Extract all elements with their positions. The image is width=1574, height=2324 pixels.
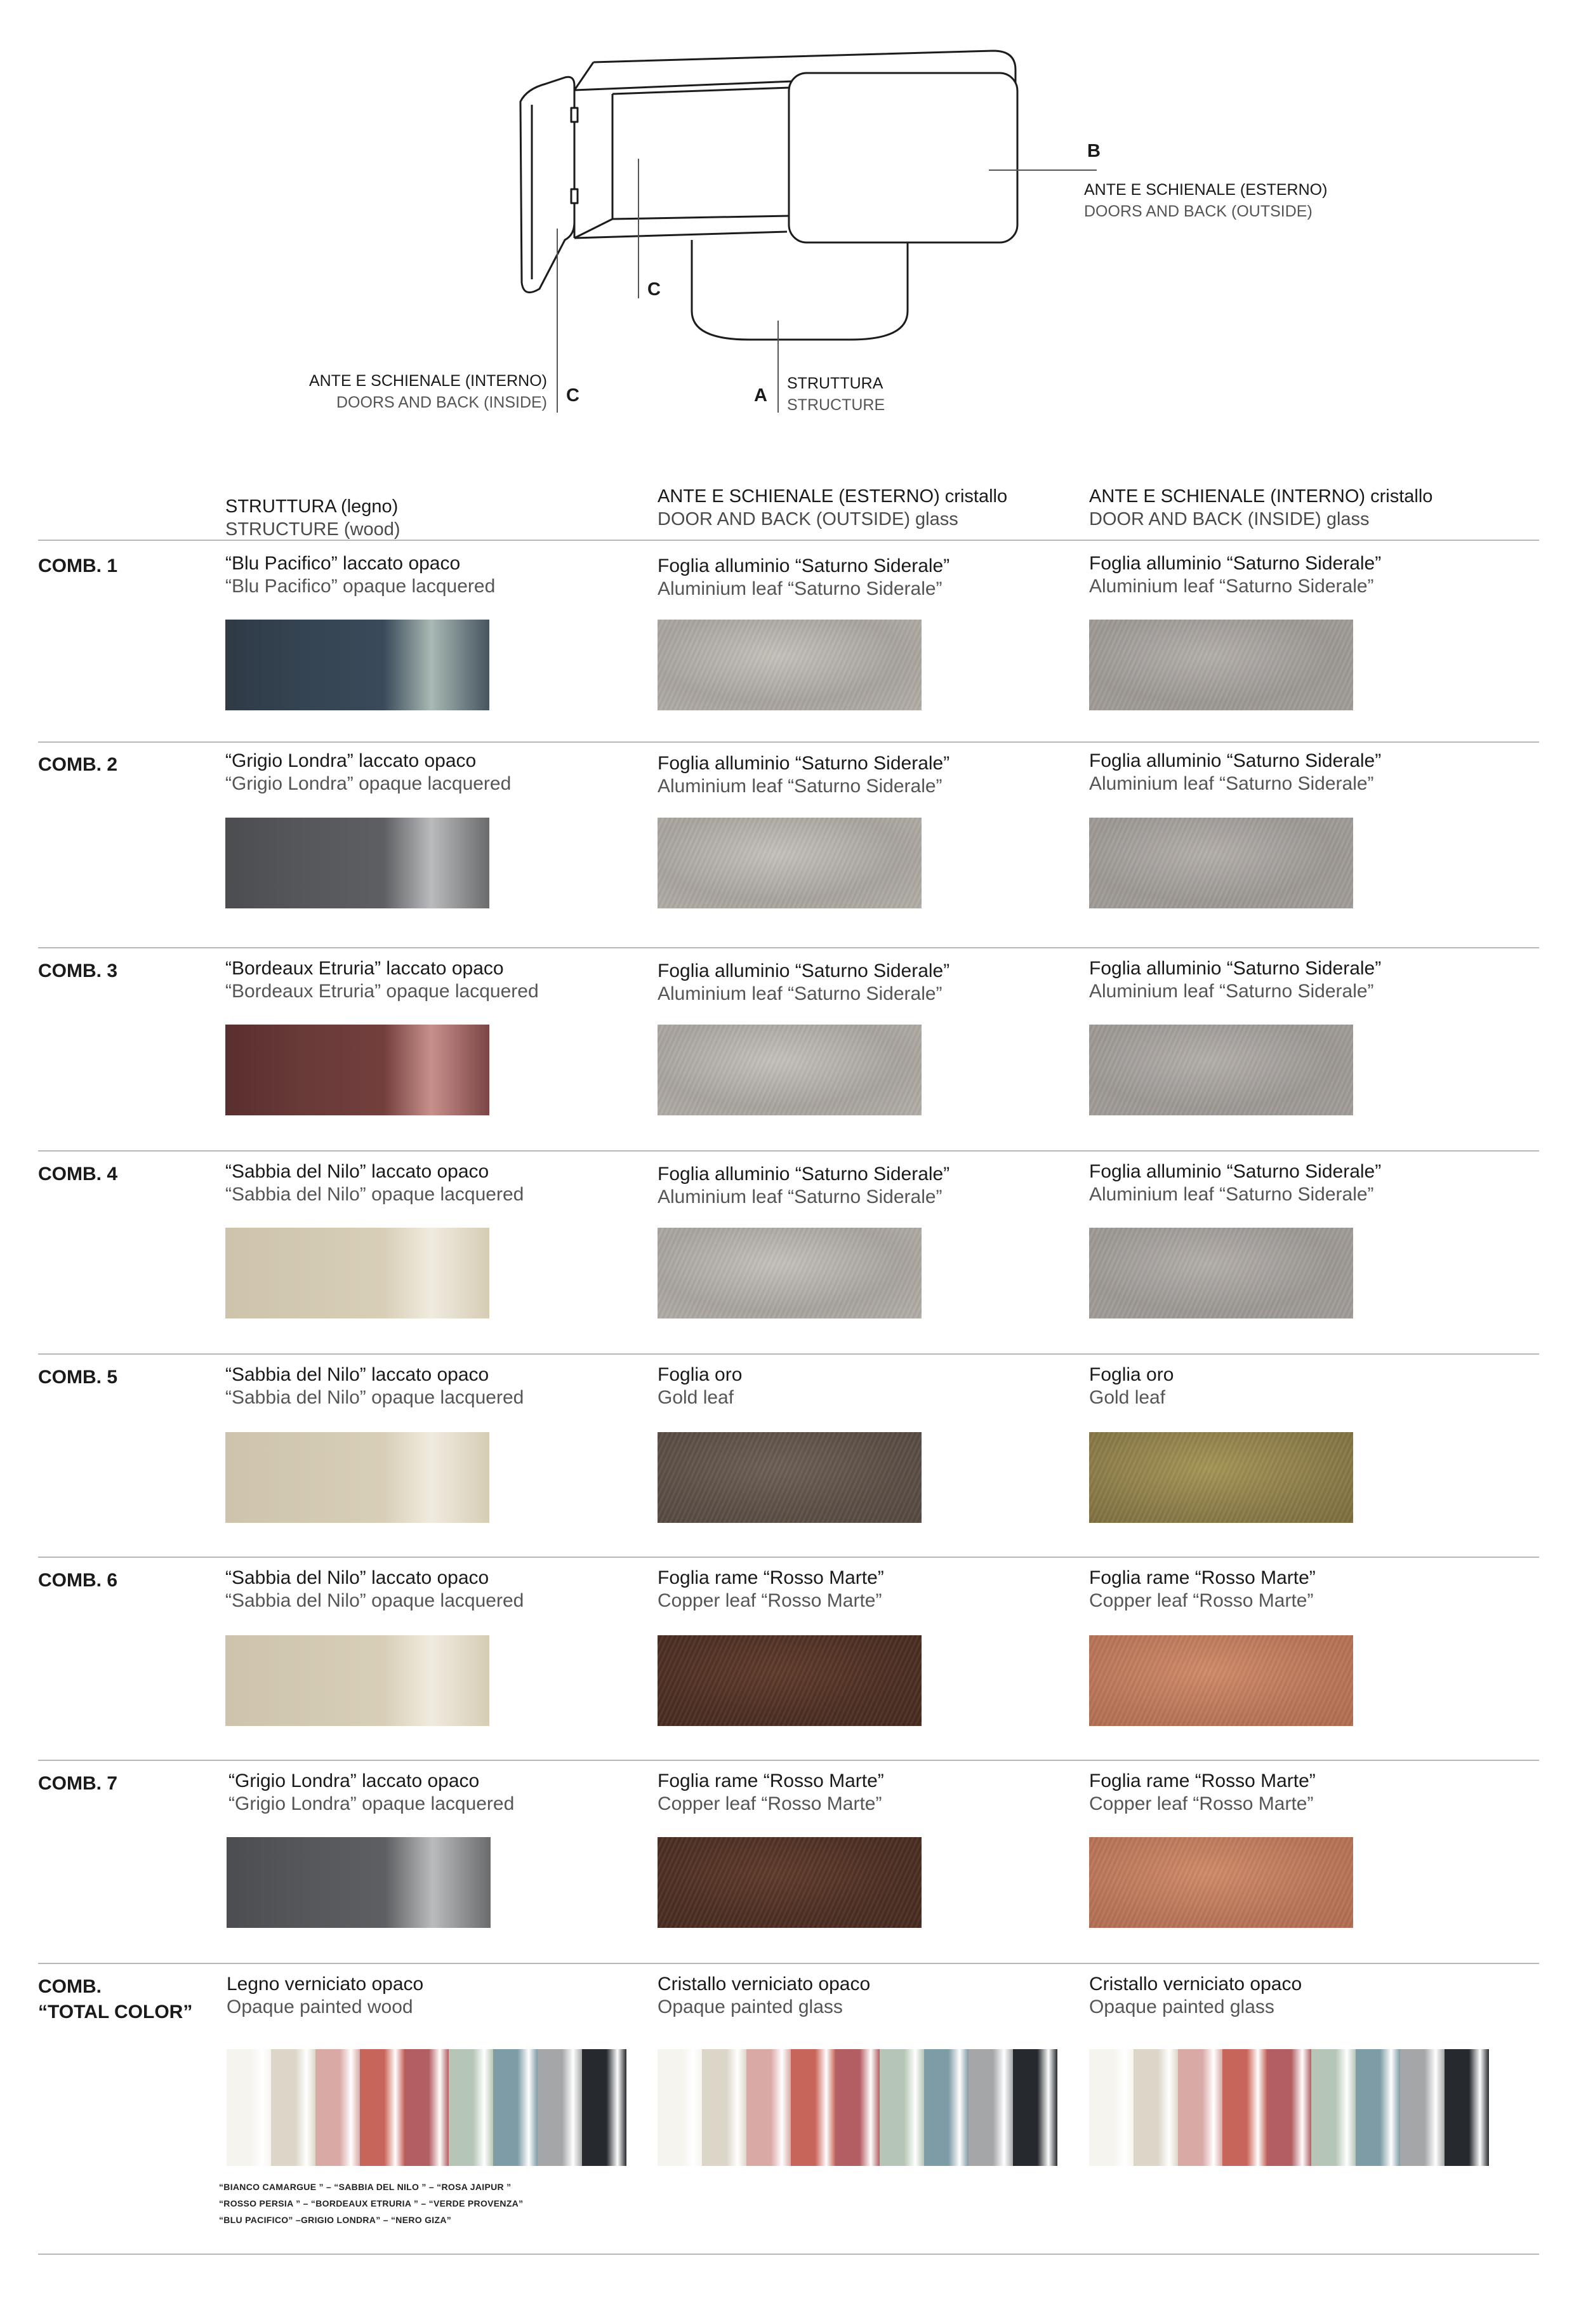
palette-chip <box>315 2049 360 2166</box>
column-header-outside <box>658 485 1007 531</box>
finish-it: Cristallo verniciato opaco <box>1089 1974 1302 1995</box>
finish-it: Foglia alluminio “Saturno Siderale” <box>658 1164 950 1185</box>
finish-en: Opaque painted wood <box>227 1996 413 2017</box>
finish-it: “Sabbia del Nilo” laccato opaco <box>225 1161 489 1182</box>
palette-chip <box>835 2049 880 2166</box>
column-header-it: ANTE E SCHIENALE (INTERNO) cristallo <box>1089 486 1433 507</box>
palette-footnote <box>219 2179 523 2228</box>
label-c <box>292 370 547 413</box>
finish-en: Opaque painted glass <box>1089 1996 1274 2017</box>
finish-it: Foglia alluminio “Saturno Siderale” <box>658 555 950 576</box>
finish-en: Opaque painted glass <box>658 1996 843 2017</box>
row-divider <box>38 1353 1539 1355</box>
finish-it: Foglia alluminio “Saturno Siderale” <box>1089 553 1382 574</box>
inside-finish <box>1089 552 1381 598</box>
row-label: COMB. 7 <box>38 1773 118 1794</box>
finish-it: Foglia alluminio “Saturno Siderale” <box>1089 958 1382 979</box>
furniture-diagram <box>0 0 1574 444</box>
finish-it: Foglia alluminio “Saturno Siderale” <box>658 753 950 774</box>
finish-en: Aluminium leaf “Saturno Siderale” <box>658 578 942 599</box>
finish-en: Aluminium leaf “Saturno Siderale” <box>1089 773 1374 794</box>
structure-finish <box>225 957 539 1003</box>
finish-it: Foglia rame “Rosso Marte” <box>658 1567 884 1588</box>
swatch-structure <box>227 1837 491 1928</box>
finish-en: Copper leaf “Rosso Marte” <box>1089 1590 1314 1611</box>
column-header-en: STRUCTURE (wood) <box>225 519 400 540</box>
column-header-it: STRUTTURA (legno) <box>225 496 399 517</box>
label-a-it: STRUTTURA <box>787 375 883 392</box>
outside-finish <box>658 1163 949 1209</box>
finish-it: “Sabbia del Nilo” laccato opaco <box>225 1567 489 1588</box>
swatch-outside <box>658 620 922 710</box>
inside-finish <box>1089 750 1381 795</box>
finish-it: “Bordeaux Etruria” laccato opaco <box>225 958 504 979</box>
finish-it: “Grigio Londra” laccato opaco <box>228 1770 480 1791</box>
finish-it: Foglia rame “Rosso Marte” <box>1089 1567 1316 1588</box>
swatch-structure <box>225 1025 489 1115</box>
row-divider <box>38 741 1539 743</box>
row-divider <box>38 1760 1539 1761</box>
finish-en: Aluminium leaf “Saturno Siderale” <box>1089 981 1374 1002</box>
palette-strip-inside <box>1089 2049 1489 2166</box>
palette-chip <box>1445 2049 1489 2166</box>
label-a-en: STRUCTURE <box>787 396 885 414</box>
swatch-inside <box>1089 620 1353 710</box>
inside-finish <box>1089 1973 1302 2019</box>
outside-finish <box>658 960 949 1006</box>
row-divider <box>38 540 1539 541</box>
row-label-line2: “TOTAL COLOR” <box>38 2002 193 2022</box>
finish-en: “Bordeaux Etruria” opaque lacquered <box>225 981 539 1002</box>
finish-it: Foglia rame “Rosso Marte” <box>658 1770 884 1791</box>
column-header-it: ANTE E SCHIENALE (ESTERNO) cristallo <box>658 486 1008 507</box>
structure-finish <box>227 1973 423 2019</box>
row-label-total-color <box>38 1974 192 2025</box>
palette-chip <box>1267 2049 1311 2166</box>
structure-finish <box>225 1567 524 1612</box>
finish-it: Foglia oro <box>1089 1364 1174 1385</box>
finish-en: Aluminium leaf “Saturno Siderale” <box>658 983 942 1004</box>
row-divider <box>38 947 1539 948</box>
row-label: COMB. 5 <box>38 1367 118 1388</box>
palette-chip <box>449 2049 493 2166</box>
palette-chip <box>1356 2049 1400 2166</box>
palette-chip <box>271 2049 315 2166</box>
palette-chip <box>702 2049 746 2166</box>
finish-it: Foglia alluminio “Saturno Siderale” <box>1089 750 1382 771</box>
column-header-en: DOOR AND BACK (INSIDE) glass <box>1089 509 1370 529</box>
finish-it: “Blu Pacifico” laccato opaco <box>225 553 461 574</box>
finish-en: Aluminium leaf “Saturno Siderale” <box>1089 1184 1374 1205</box>
swatch-inside <box>1089 1432 1353 1523</box>
finish-en: “Blu Pacifico” opaque lacquered <box>225 576 496 597</box>
row-divider <box>38 1150 1539 1152</box>
palette-chip <box>1134 2049 1178 2166</box>
label-a <box>787 373 885 416</box>
swatch-inside <box>1089 1025 1353 1115</box>
swatch-outside <box>658 1025 922 1115</box>
label-b-it: ANTE E SCHIENALE (ESTERNO) <box>1084 181 1328 199</box>
row-divider <box>38 1963 1539 1964</box>
label-b-letter: B <box>1087 141 1101 161</box>
finish-en: Copper leaf “Rosso Marte” <box>658 1793 882 1814</box>
finish-en: Copper leaf “Rosso Marte” <box>658 1590 882 1611</box>
column-header-en: DOOR AND BACK (OUTSIDE) glass <box>658 509 958 529</box>
finish-it: Foglia alluminio “Saturno Siderale” <box>658 960 950 981</box>
row-divider <box>38 1557 1539 1558</box>
structure-finish <box>225 1160 524 1206</box>
palette-chip <box>924 2049 969 2166</box>
swatch-structure <box>225 620 489 710</box>
column-header-structure <box>225 495 400 541</box>
palette-chip <box>227 2049 271 2166</box>
label-b <box>1084 179 1327 222</box>
finish-en: Aluminium leaf “Saturno Siderale” <box>658 776 942 797</box>
row-label: COMB. 1 <box>38 555 118 576</box>
row-label: COMB. 2 <box>38 754 118 775</box>
palette-chip <box>360 2049 404 2166</box>
label-c-it: ANTE E SCHIENALE (INTERNO) <box>308 372 547 390</box>
row-label: COMB. 6 <box>38 1570 118 1591</box>
swatch-structure <box>225 818 489 908</box>
palette-chip <box>1400 2049 1445 2166</box>
palette-chip <box>582 2049 626 2166</box>
outside-finish <box>658 1567 884 1612</box>
palette-chip <box>1311 2049 1356 2166</box>
label-a-letter: A <box>754 385 767 406</box>
label-b-en: DOORS AND BACK (OUTSIDE) <box>1084 203 1313 220</box>
outside-finish <box>658 1770 884 1816</box>
outside-finish <box>658 555 949 601</box>
finish-it: Foglia oro <box>658 1364 743 1385</box>
swatch-structure <box>225 1635 489 1726</box>
footnote-line: “BIANCO CAMARGUE ” – “SABBIA DEL NILO ” – “ROSA JAIPUR ” <box>219 2182 512 2192</box>
structure-finish <box>228 1770 514 1816</box>
inside-finish <box>1089 1364 1174 1409</box>
finish-it: Foglia rame “Rosso Marte” <box>1089 1770 1316 1791</box>
finish-en: Aluminium leaf “Saturno Siderale” <box>1089 576 1374 597</box>
structure-finish <box>225 1364 524 1409</box>
finish-en: “Grigio Londra” opaque lacquered <box>228 1793 515 1814</box>
finish-en: Copper leaf “Rosso Marte” <box>1089 1793 1314 1814</box>
footnote-line: “ROSSO PERSIA ” – “BORDEAUX ETRURIA ” – “VERDE PROVENZA” <box>219 2198 524 2208</box>
palette-strip-wood <box>227 2049 626 2166</box>
palette-chip <box>404 2049 449 2166</box>
outside-finish <box>658 1364 742 1409</box>
swatch-structure <box>225 1432 489 1523</box>
label-c-letter: C <box>566 385 579 406</box>
footnote-line: “BLU PACIFICO” –GRIGIO LONDRA” – “NERO GIZA” <box>219 2215 452 2225</box>
inside-finish <box>1089 1160 1381 1206</box>
structure-finish <box>225 750 511 795</box>
finish-it: Cristallo verniciato opaco <box>658 1974 871 1995</box>
swatch-inside <box>1089 1635 1353 1726</box>
row-label: COMB. 4 <box>38 1164 118 1185</box>
row-label: COMB. 3 <box>38 960 118 981</box>
swatch-outside <box>658 818 922 908</box>
palette-chip <box>880 2049 924 2166</box>
inside-finish <box>1089 957 1381 1003</box>
swatch-outside <box>658 1228 922 1318</box>
label-c-en: DOORS AND BACK (INSIDE) <box>336 394 547 411</box>
palette-chip <box>791 2049 835 2166</box>
swatch-inside <box>1089 818 1353 908</box>
finish-it: “Sabbia del Nilo” laccato opaco <box>225 1364 489 1385</box>
column-header-inside <box>1089 485 1432 531</box>
outside-finish <box>658 752 949 798</box>
row-divider <box>38 2254 1539 2255</box>
palette-chip <box>538 2049 582 2166</box>
inside-finish <box>1089 1567 1316 1612</box>
palette-chip <box>658 2049 702 2166</box>
swatch-outside <box>658 1432 922 1523</box>
label-c2-letter: C <box>647 279 661 300</box>
palette-chip <box>1013 2049 1057 2166</box>
palette-chip <box>1222 2049 1267 2166</box>
finish-en: “Grigio Londra” opaque lacquered <box>225 773 512 794</box>
finish-en: “Sabbia del Nilo” opaque lacquered <box>225 1387 524 1408</box>
finish-it: Foglia alluminio “Saturno Siderale” <box>1089 1161 1382 1182</box>
finish-it: “Grigio Londra” laccato opaco <box>225 750 477 771</box>
swatch-structure <box>225 1228 489 1318</box>
palette-chip <box>969 2049 1013 2166</box>
finish-en: “Sabbia del Nilo” opaque lacquered <box>225 1590 524 1611</box>
palette-chip <box>1089 2049 1134 2166</box>
finish-en: Aluminium leaf “Saturno Siderale” <box>658 1186 942 1207</box>
inside-finish <box>1089 1770 1316 1816</box>
finish-en: Gold leaf <box>1089 1387 1166 1408</box>
swatch-inside <box>1089 1837 1353 1928</box>
palette-chip <box>493 2049 538 2166</box>
finish-en: Gold leaf <box>658 1387 734 1408</box>
structure-finish <box>225 552 495 598</box>
outside-finish <box>658 1973 870 2019</box>
palette-chip <box>1178 2049 1222 2166</box>
swatch-outside <box>658 1635 922 1726</box>
finish-it: Legno verniciato opaco <box>227 1974 424 1995</box>
row-label-line1: COMB. <box>38 1976 102 1997</box>
palette-chip <box>746 2049 791 2166</box>
finish-en: “Sabbia del Nilo” opaque lacquered <box>225 1184 524 1205</box>
swatch-inside <box>1089 1228 1353 1318</box>
swatch-outside <box>658 1837 922 1928</box>
palette-strip-outside <box>658 2049 1057 2166</box>
